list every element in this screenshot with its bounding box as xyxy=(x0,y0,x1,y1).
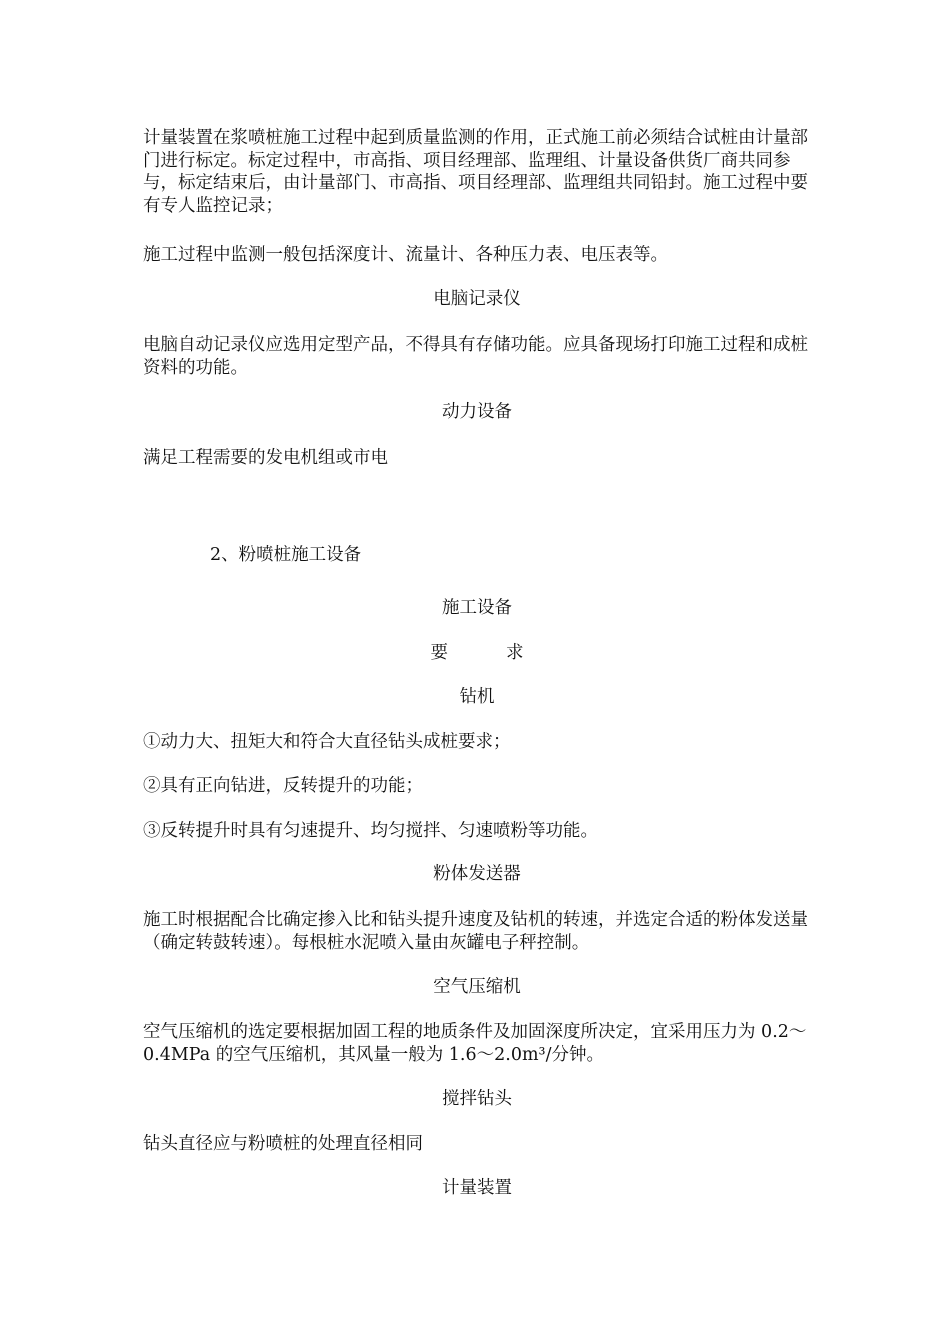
drill-requirement-2: ②具有正向钻进，反转提升的功能； xyxy=(143,776,423,796)
heading-metering-device: 计量装置 xyxy=(442,1178,512,1198)
paragraph-metering-calibration: 计量装置在浆喷桩施工过程中起到质量监测的作用，正式施工前必须结合试桩由计量部门进行标定。标定过程中，市高指、项目经理部、监理组、计量设备供货厂商共同参与，标定结束后，由计量部门、市高指、项目经理部、监理组共同铅封。施工过程中要有专人监控记录； xyxy=(143,128,808,216)
requirements-char-1: 要 xyxy=(430,643,448,663)
paragraph-mixing-bit: 钻头直径应与粉喷桩的处理直径相同 xyxy=(143,1134,423,1154)
table-header-requirements xyxy=(143,642,811,665)
paragraph-monitoring: 施工过程中监测一般包括深度计、流量计、各种压力表、电压表等。 xyxy=(143,245,668,265)
heading-powder-feeder: 粉体发送器 xyxy=(433,864,521,884)
drill-requirement-1: ①动力大、扭矩大和符合大直径钻头成桩要求； xyxy=(143,732,511,752)
paragraph-computer-recorder: 电脑自动记录仪应选用定型产品，不得具有存储功能。应具备现场打印施工过程和成桩资料的功能。 xyxy=(143,335,808,378)
table-header-equipment: 施工设备 xyxy=(442,598,512,618)
heading-computer-recorder: 电脑记录仪 xyxy=(433,289,521,309)
heading-drill: 钻机 xyxy=(459,687,495,707)
heading-air-compressor: 空气压缩机 xyxy=(433,977,521,997)
paragraph-powder-feeder: 施工时根据配合比确定掺入比和钻头提升速度及钻机的转速，并选定合适的粉体发送量（确定转鼓转速）。每根桩水泥喷入量由灰罐电子秤控制。 xyxy=(143,910,808,953)
paragraph-air-compressor: 空气压缩机的选定要根据加固工程的地质条件及加固深度所决定，宜采用压力为 0.2～0.4MPa 的空气压缩机，其风量一般为 1.6～2.0m³/分钟。 xyxy=(143,1022,807,1065)
heading-power-equipment: 动力设备 xyxy=(442,402,512,422)
requirements-char-2: 求 xyxy=(506,643,524,663)
drill-requirement-3: ③反转提升时具有匀速提升、均匀搅拌、匀速喷粉等功能。 xyxy=(143,821,598,841)
section-heading-powder-pile-equipment: 2、粉喷桩施工设备 xyxy=(210,545,362,565)
paragraph-power-equipment: 满足工程需要的发电机组或市电 xyxy=(143,448,388,468)
heading-mixing-bit: 搅拌钻头 xyxy=(442,1089,512,1109)
